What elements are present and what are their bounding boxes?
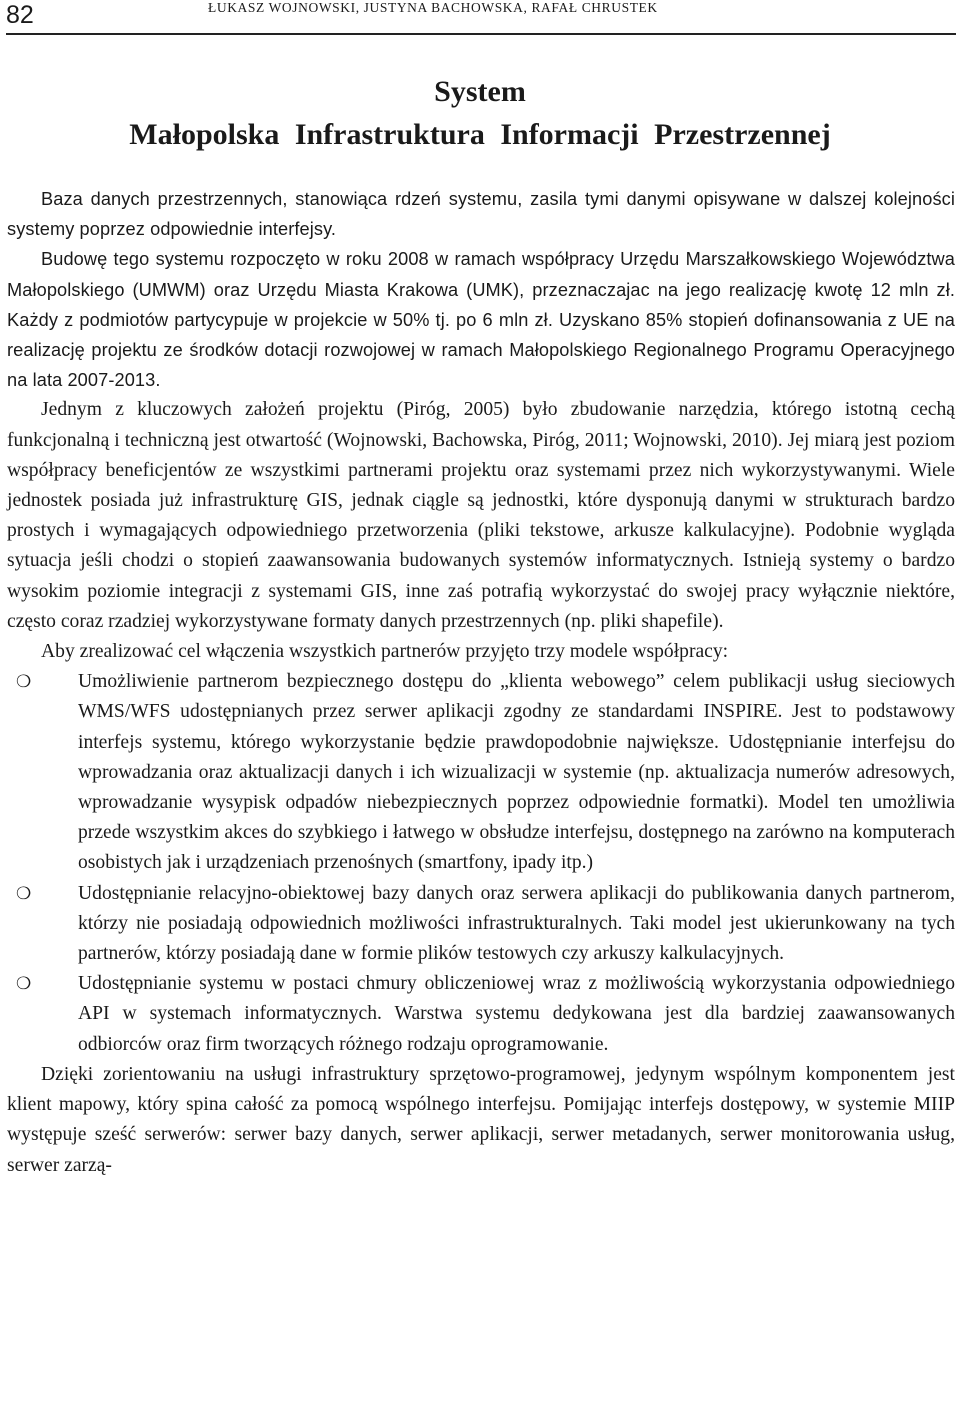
body-text <box>7 184 955 1181</box>
page-number: 82 <box>6 1 34 29</box>
list-item-text: Udostępnianie systemu w postaci chmury obliczeniowej wraz z możliwością wykorzystania odpowiedniego API w systemach informatycznych. Warstwa systemu dedykowana jest dla bardziej zaawansowanych odbiorców oraz firm tworzących różnego rodzaju oprogramowanie. <box>78 973 955 1055</box>
list-item-text: Umożliwienie partnerom bezpiecznego dostępu do „klienta webowego” celem publikacji usług sieciowych WMS/WFS udostępnianych przez serwer aplikacji zgodny ze standardami INSPIRE. Jest to podstawowy interfejs systemu, którego wykorzystanie będzie prawdopodobnie największe. Udostępnianie interfejsu do wprowadzania oraz aktualizacji danych i ich wizualizacji w systemie (np. aktualizacja numerów adresowych, wprowadzanie wysypisk odpadów niebezpiecznych poprzez odpowiednie formatki). Model ten umożliwia przede wszystkim akces do szybkiego i łatwego w obsłudze interfejsu, dostępnego na zarówno na komputerach osobistych jak i urządzeniach przenośnych (smartfony, ipady itp.) <box>78 671 955 874</box>
circle-bullet-icon: ❍ <box>16 974 32 995</box>
section-title-line-2: Małopolska Infrastruktura Informacji Przestrzennej <box>129 118 831 151</box>
paragraph-2: Budowę tego systemu rozpoczęto w roku 2008 w ramach współpracy Urzędu Marszałkowskiego Województwa Małopolskiego (UMWM) oraz Urzędu Miasta Krakowa (UMK), przeznaczajac na jego realizację kwotę 12 mln zł. Każdy z podmiotów partycypuje w projekcie w 50% tj. po 6 mln zł. Uzyskano 85% stopień dofinansowania z UE na realizację projektu ze środków dotacji rozwojowej w ramach Małopolskiego Regionalnego Programu Operacyjnego na lata 2007-2013. <box>7 249 955 391</box>
circle-bullet-icon: ❍ <box>16 672 32 693</box>
running-header <box>0 0 958 30</box>
paragraph-1: Baza danych przestrzennych, stanowiąca rdzeń systemu, zasila tymi danymi opisywane w dalszej kolejności systemy poprzez odpowiednie interfejsy. <box>7 189 955 240</box>
paragraph-3: Jednym z kluczowych założeń projektu (Piróg, 2005) było zbudowanie narzędzia, którego istotną cechą funkcjonalną i techniczną jest otwartość (Wojnowski, Bachowska, Piróg, 2011; Wojnowski, 2010). Jej miarą jest poziom współpracy beneficjentów ze wszystkimi partnerami projektu oraz systemami przez nich wykorzystywanymi. Wiele jednostek posiada już infrastrukturę GIS, jednak ciągle są jednostki, które dysponują danymi w strukturach bardzo prostych i wymagających odpowiedniego przetworzenia (pliki tekstowe, arkusze kalkulacyjne). Podobnie wygląda sytuacja jeśli chodzi o stopień zaawansowania budowanych systemów informatycznych. Istnieją systemy o bardzo wysokim poziomie integracji z systemami GIS, inne zaś potrafią wykorzystać do swojej pracy wyłącznie niektóre, często coraz rzadziej wykorzystywane formaty danych przestrzennych (np. pliki shapefile). <box>7 399 955 632</box>
circle-bullet-icon: ❍ <box>16 883 32 904</box>
running-head-authors: ŁUKASZ WOJNOWSKI, JUSTYNA BACHOWSKA, RAFAŁ CHRUSTEK <box>208 0 658 15</box>
list-item-text: Udostępnianie relacyjno-obiektowej bazy danych oraz serwera aplikacji do publikowania danych partnerom, którzy nie posiadają odpowiednich możliwości infrastrukturalnych. Taki model jest ukierunkowany na tych partnerów, którzy posiadają dane w formie plików testowych czy arkuszy kalkulacyjnych. <box>78 882 955 965</box>
list-item <box>7 667 955 878</box>
header-rule <box>6 33 956 35</box>
paragraph-4: Aby zrealizować cel włączenia wszystkich partnerów przyjęto trzy modele współpracy: <box>41 641 729 663</box>
paragraph-5: Dzięki zorientowaniu na usługi infrastruktury sprzętowo-programowej, jedynym wspólnym komponentem jest klient mapowy, który spina całość za pomocą wspólnego interfejsu. Pomijając interfejs dostępowy, w systemie MIIP występuje sześć serwerów: serwer bazy danych, serwer aplikacji, serwer metadanych, serwer monitorowania usług, serwer zarzą- <box>7 1063 955 1176</box>
list-item <box>7 879 955 970</box>
section-title-line-1: System <box>434 75 526 108</box>
cooperation-models-list <box>7 667 955 1060</box>
list-item <box>7 969 955 1060</box>
